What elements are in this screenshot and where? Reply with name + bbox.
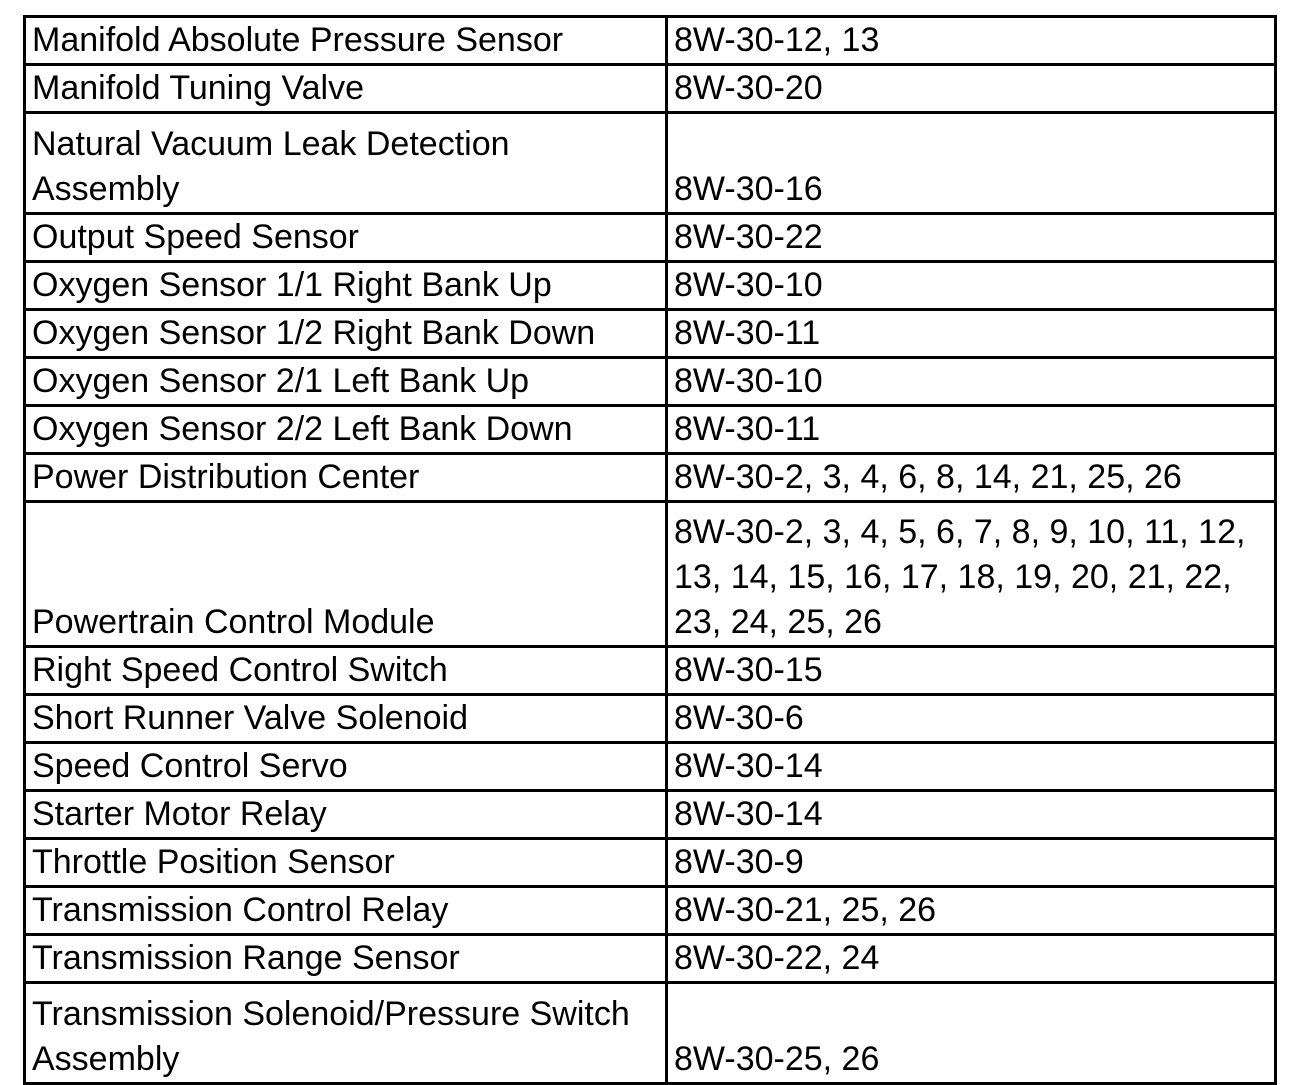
table-row	[25, 983, 1276, 1084]
page-reference-cell: 8W-30-11	[667, 310, 1276, 358]
page-reference-cell: 8W-30-21, 25, 26	[667, 887, 1276, 935]
table-row	[25, 647, 1276, 695]
table-row	[25, 65, 1276, 113]
table-row	[25, 887, 1276, 935]
page-reference-cell: 8W-30-22, 24	[667, 935, 1276, 983]
table-row	[25, 502, 1276, 647]
page-reference-cell: 8W-30-12, 13	[667, 17, 1276, 65]
table-row	[25, 262, 1276, 310]
component-name-cell: Manifold Absolute Pressure Sensor	[25, 17, 667, 65]
table-row	[25, 113, 1276, 214]
page-reference-cell: 8W-30-10	[667, 358, 1276, 406]
table-row	[25, 743, 1276, 791]
component-name-cell: Throttle Position Sensor	[25, 839, 667, 887]
page-reference-cell: 8W-30-16	[667, 113, 1276, 214]
page-reference-cell: 8W-30-6	[667, 695, 1276, 743]
page-reference-cell: 8W-30-15	[667, 647, 1276, 695]
table-row	[25, 839, 1276, 887]
component-name-cell: Power Distribution Center	[25, 454, 667, 502]
page-reference-cell: 8W-30-25, 26	[667, 983, 1276, 1084]
component-name-cell: Speed Control Servo	[25, 743, 667, 791]
component-name-cell: Manifold Tuning Valve	[25, 65, 667, 113]
page-reference-cell: 8W-30-20	[667, 65, 1276, 113]
table-row	[25, 695, 1276, 743]
page-reference-cell: 8W-30-14	[667, 743, 1276, 791]
table-row	[25, 406, 1276, 454]
table-row	[25, 791, 1276, 839]
table-row	[25, 310, 1276, 358]
component-name-cell: Transmission Range Sensor	[25, 935, 667, 983]
component-name-cell: Short Runner Valve Solenoid	[25, 695, 667, 743]
table-row	[25, 358, 1276, 406]
table-row	[25, 17, 1276, 65]
page-reference-cell: 8W-30-9	[667, 839, 1276, 887]
page-reference-cell: 8W-30-11	[667, 406, 1276, 454]
component-name-cell: Right Speed Control Switch	[25, 647, 667, 695]
page-reference-cell: 8W-30-10	[667, 262, 1276, 310]
component-name-cell: Oxygen Sensor 1/1 Right Bank Up	[25, 262, 667, 310]
component-name-cell: Oxygen Sensor 2/1 Left Bank Up	[25, 358, 667, 406]
page-reference-cell: 8W-30-2, 3, 4, 6, 8, 14, 21, 25, 26	[667, 454, 1276, 502]
component-name-cell: Oxygen Sensor 2/2 Left Bank Down	[25, 406, 667, 454]
component-name-cell: Natural Vacuum Leak Detection Assembly	[25, 113, 667, 214]
table-row	[25, 214, 1276, 262]
page-reference-cell: 8W-30-14	[667, 791, 1276, 839]
table-row	[25, 935, 1276, 983]
component-name-cell: Starter Motor Relay	[25, 791, 667, 839]
component-name-cell: Transmission Control Relay	[25, 887, 667, 935]
component-name-cell: Powertrain Control Module	[25, 502, 667, 647]
component-name-cell: Transmission Solenoid/Pressure Switch Assembly	[25, 983, 667, 1084]
component-name-cell: Oxygen Sensor 1/2 Right Bank Down	[25, 310, 667, 358]
component-location-table	[23, 15, 1277, 1085]
table-row	[25, 454, 1276, 502]
page-reference-cell: 8W-30-22	[667, 214, 1276, 262]
component-name-cell: Output Speed Sensor	[25, 214, 667, 262]
page-reference-cell: 8W-30-2, 3, 4, 5, 6, 7, 8, 9, 10, 11, 12, 13, 14, 15, 16, 17, 18, 19, 20, 21, 22, 23, 24, 25, 26	[667, 502, 1276, 647]
